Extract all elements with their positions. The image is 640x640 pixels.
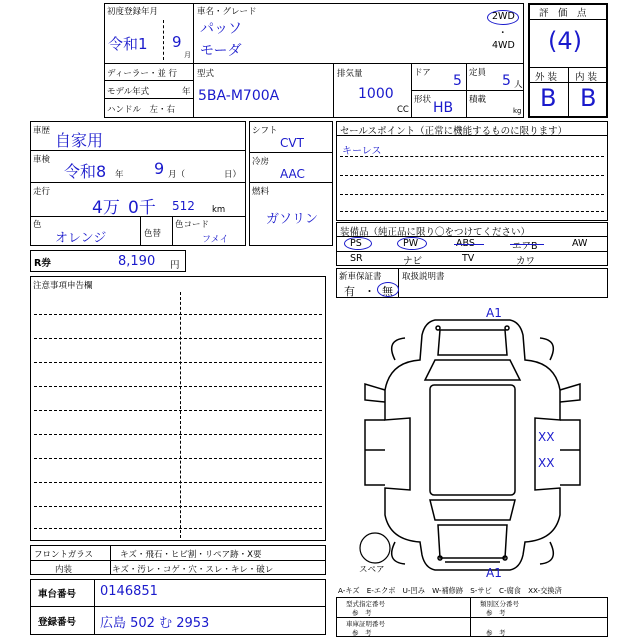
ac-label: 冷房 xyxy=(252,157,270,167)
color-value: オレンジ xyxy=(55,231,107,246)
front-glass-codes: キズ・飛石・ヒビ割・リペア跡・X要 xyxy=(120,550,262,560)
damage-a1-top: A1 xyxy=(486,306,502,320)
notes-label: 注意事項申告欄 xyxy=(33,281,93,291)
header-box xyxy=(104,3,524,118)
recycle-amount: 8,190 xyxy=(118,254,156,269)
fuel-value: ガソリン xyxy=(266,212,319,227)
inspection-day-unit: 日） xyxy=(224,170,242,180)
plate-number: 広島 502 む 2953 xyxy=(100,616,210,631)
model-code: 5BA-M700A xyxy=(198,88,280,104)
equip-ps: PS xyxy=(350,238,362,249)
drive-2wd: 2WD xyxy=(492,11,515,22)
color-code-label: 色コード xyxy=(175,220,210,230)
drive-dot: ・ xyxy=(498,28,508,39)
ac-value: AAC xyxy=(280,167,305,181)
fuel-label: 燃料 xyxy=(252,187,270,197)
shape: HB xyxy=(433,100,454,116)
damage-a1-bottom: A1 xyxy=(486,566,502,580)
color-label: 色 xyxy=(33,220,42,230)
inspection-month-unit: 月（ xyxy=(168,170,186,180)
load-label: 積載 xyxy=(469,95,487,105)
equip-tv: TV xyxy=(462,253,475,264)
first-reg-era: 令和1 xyxy=(108,35,148,53)
doors: 5 xyxy=(453,73,462,89)
kg-unit: kg xyxy=(513,107,522,115)
displacement-label: 排気量 xyxy=(337,69,363,79)
mileage-man: 4万 xyxy=(92,198,120,218)
first-reg-label: 初度登録年月 xyxy=(107,7,159,17)
rating-score: (4) xyxy=(548,27,582,55)
plate-label: 登録番号 xyxy=(38,617,77,628)
damage-xx-1: XX xyxy=(538,430,555,444)
equip-aw: AW xyxy=(572,238,588,249)
footer-ref-3: 参 考 xyxy=(352,629,372,637)
recycle-box xyxy=(30,250,186,272)
equip-sr: SR xyxy=(350,253,363,264)
vehicle-grade: モーダ xyxy=(200,43,242,59)
selling-points-label: セールスポイント（正常に機能するものに限ります） xyxy=(340,126,568,137)
footer-ref-1: 参 考 xyxy=(352,609,372,617)
warranty-dot: ・ xyxy=(364,285,375,298)
damage-xx-2: XX xyxy=(538,456,555,470)
capacity-label: 定員 xyxy=(469,68,487,78)
model-label: 型式 xyxy=(197,69,215,79)
interior-label: 内 装 xyxy=(575,72,598,83)
vehicle-name: パッソ xyxy=(200,21,242,37)
equip-navi: ナビ xyxy=(403,256,423,267)
equip-pw: PW xyxy=(403,238,419,249)
rating-title: 評 価 点 xyxy=(539,8,587,19)
category-label: 類別区分番号 xyxy=(480,600,519,608)
dealer-label: ディーラー・並 行 xyxy=(107,69,178,79)
shape-label: 形状 xyxy=(414,95,432,105)
inspection-year-unit: 年 xyxy=(115,170,124,180)
shift-value: CVT xyxy=(280,136,304,150)
front-glass-label: フロントガラス xyxy=(34,550,93,560)
person-unit: 人 xyxy=(514,80,523,90)
model-year-label: モデル年式 xyxy=(107,87,150,97)
warranty-yes: 有 xyxy=(344,285,355,298)
recycle-unit: 円 xyxy=(170,260,180,271)
cc-unit: CC xyxy=(397,105,409,115)
notes-box xyxy=(30,276,326,541)
usage-label: 車歴 xyxy=(33,126,51,136)
displacement: 1000 xyxy=(358,86,394,102)
manual-label: 取扱説明書 xyxy=(402,272,445,282)
warranty-no-circle xyxy=(377,282,399,297)
damage-legend: A-キズ E-エクボ U-凹み W-補修跡 S-サビ C-腐食 XX-交換済 xyxy=(338,586,562,595)
equip-ps-circle xyxy=(344,237,372,250)
spare-label: スペア xyxy=(359,565,385,575)
chassis-number: 0146851 xyxy=(100,584,158,599)
capacity: 5 xyxy=(502,73,511,89)
interior-condition-label: 内装 xyxy=(55,565,73,575)
shift-label: シフト xyxy=(252,126,278,136)
inspection-month: 9 xyxy=(154,159,165,178)
body-no-label: 車庫証明番号 xyxy=(346,620,385,628)
inspection-label: 車検 xyxy=(33,155,51,165)
mileage-label: 走行 xyxy=(33,187,51,197)
equip-leather: カワ xyxy=(516,256,536,267)
mileage-sen: 0千 xyxy=(128,198,156,218)
warranty-no: 無 xyxy=(382,285,393,298)
equipment-label: 装備品（純正品に限り〇をつけてください） xyxy=(340,227,531,238)
drive-4wd: 4WD xyxy=(492,40,515,51)
km-unit: km xyxy=(212,205,226,215)
color-change-label: 色替 xyxy=(144,229,162,239)
year-unit: 年 xyxy=(182,87,191,97)
warranty-label: 新車保証書 xyxy=(339,272,382,282)
chassis-label: 車台番号 xyxy=(38,589,77,600)
footer-ref-2: 参 考 xyxy=(486,609,506,617)
equip-pw-circle xyxy=(397,237,427,250)
exterior-grade: B xyxy=(540,84,557,112)
vehicle-name-label: 車名・グレード xyxy=(197,7,257,17)
selling-point-1: キーレス xyxy=(342,146,382,157)
month-unit: 月 xyxy=(184,51,191,59)
recycle-label: R券 xyxy=(34,258,51,269)
footer-ref-4: 参 考 xyxy=(486,629,506,637)
inspection-era: 令和8 xyxy=(64,162,107,181)
model-designation-label: 型式指定番号 xyxy=(346,600,385,608)
color-code: フメイ xyxy=(202,235,229,245)
door-label: ドア xyxy=(414,68,431,78)
interior-grade: B xyxy=(580,84,597,112)
interior-condition-codes: キズ・汚レ・コゲ・穴・スレ・キレ・破レ xyxy=(112,565,274,575)
first-reg-month: 9 xyxy=(172,33,182,51)
car-diagram xyxy=(335,300,610,582)
exterior-label: 外 装 xyxy=(535,72,558,83)
equip-abs: ABS xyxy=(456,238,475,249)
equip-airbag: エアB xyxy=(512,241,538,252)
handle-label: ハンドル 左・右 xyxy=(107,105,176,115)
usage-value: 自家用 xyxy=(55,131,104,150)
mileage-rest: 512 xyxy=(172,199,195,213)
